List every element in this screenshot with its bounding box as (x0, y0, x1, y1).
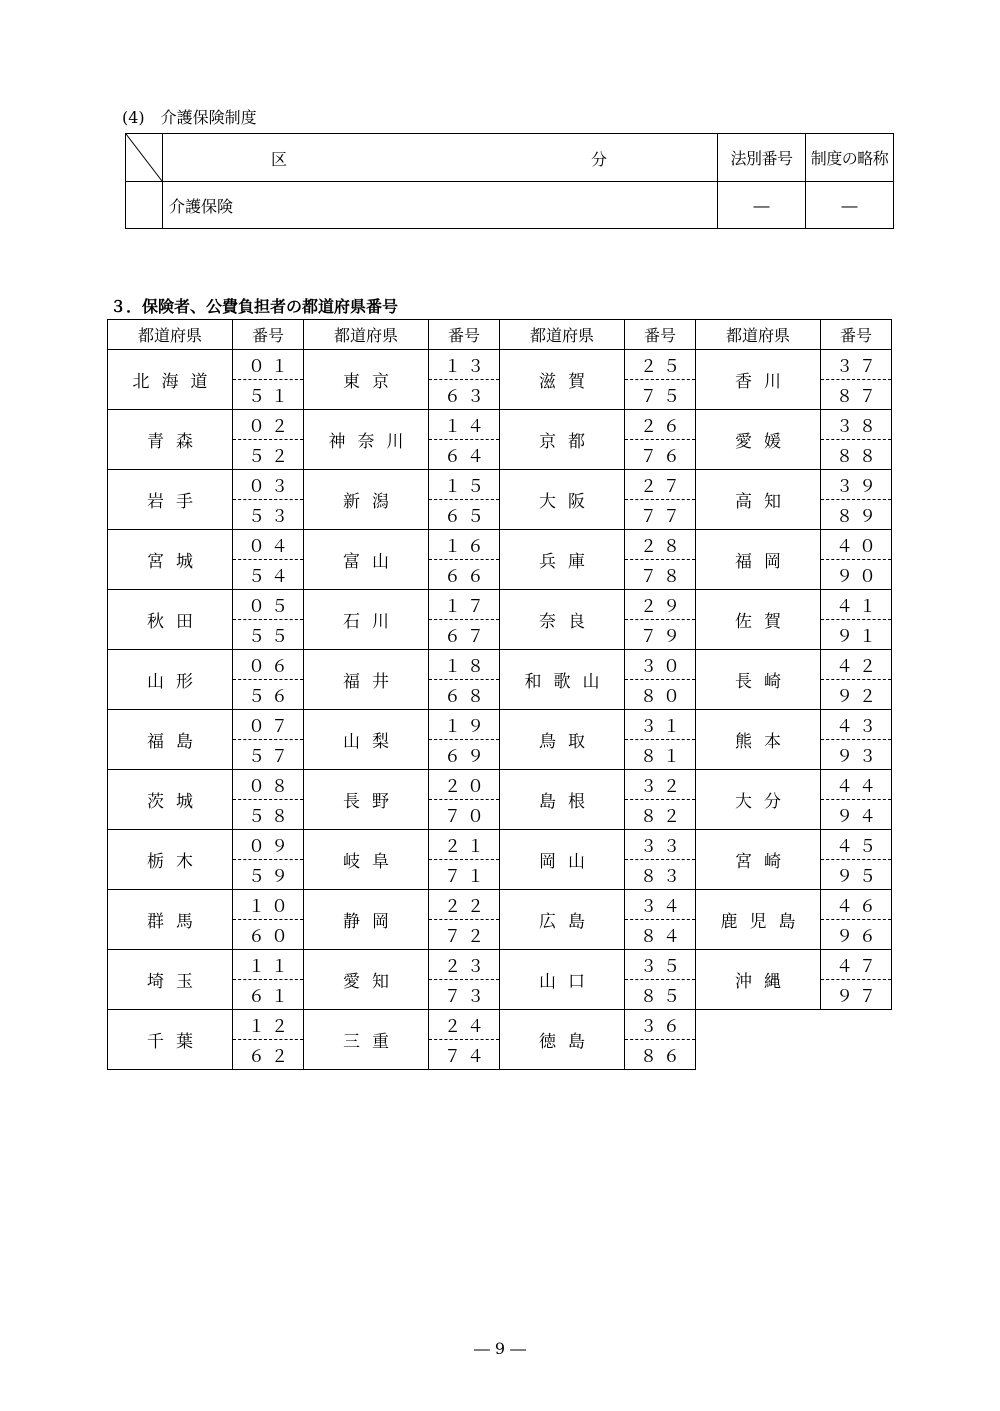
prefecture-number-secondary: ６３ (429, 380, 500, 410)
prefecture-number-secondary: ７８ (625, 560, 696, 590)
prefecture-number-primary: ０９ (233, 830, 304, 860)
prefecture-number-secondary: ５１ (233, 380, 304, 410)
prefecture-number-secondary: ６４ (429, 440, 500, 470)
prefecture-name: 山口 (500, 950, 625, 1010)
table-row (108, 410, 892, 440)
prefecture-number-primary: ４２ (821, 650, 892, 680)
prefecture-name: 愛媛 (696, 410, 821, 470)
kaigo-hoken-name: 介護保険 (163, 182, 718, 229)
kubun-header (163, 134, 718, 182)
kubun-header-right: 分 (591, 150, 608, 169)
table-row (108, 650, 892, 680)
prefecture-number-primary: ３４ (625, 890, 696, 920)
table-row (108, 710, 892, 740)
prefecture-number-secondary: ９２ (821, 680, 892, 710)
header-number: 番号 (821, 320, 892, 350)
prefecture-number-primary: ２８ (625, 530, 696, 560)
table-row (108, 770, 892, 800)
kaigo-houbetsu-value: ― (718, 182, 806, 229)
prefecture-number-primary: ４５ (821, 830, 892, 860)
prefecture-name: 静岡 (304, 890, 429, 950)
blank-cell (126, 182, 163, 229)
prefecture-number-primary: １０ (233, 890, 304, 920)
prefecture-name: 愛知 (304, 950, 429, 1010)
prefecture-number-primary: ４４ (821, 770, 892, 800)
prefecture-number-secondary: ９０ (821, 560, 892, 590)
header-prefecture: 都道府県 (696, 320, 821, 350)
prefecture-number-secondary: ７０ (429, 800, 500, 830)
prefecture-number-primary: ２２ (429, 890, 500, 920)
prefecture-name: 滋賀 (500, 350, 625, 410)
prefecture-number-primary: ２３ (429, 950, 500, 980)
diagonal-corner-cell (126, 134, 163, 182)
prefecture-number-secondary: ５６ (233, 680, 304, 710)
prefecture-name: 千葉 (108, 1010, 233, 1070)
prefecture-number-primary: ２９ (625, 590, 696, 620)
prefecture-name: 三重 (304, 1010, 429, 1070)
prefecture-name: 山梨 (304, 710, 429, 770)
prefecture-number-secondary: ６６ (429, 560, 500, 590)
prefecture-number-primary: ０４ (233, 530, 304, 560)
prefecture-number-secondary: ８３ (625, 860, 696, 890)
prefecture-number-primary: ０１ (233, 350, 304, 380)
prefecture-number-secondary: ８９ (821, 500, 892, 530)
prefecture-name: 群馬 (108, 890, 233, 950)
prefecture-number-primary: ２７ (625, 470, 696, 500)
prefecture-number-secondary: ９５ (821, 860, 892, 890)
prefecture-number-secondary: ７７ (625, 500, 696, 530)
prefecture-name: 北海道 (108, 350, 233, 410)
prefecture-name: 沖縄 (696, 950, 821, 1010)
prefecture-number-secondary: ８５ (625, 980, 696, 1010)
prefecture-name: 石川 (304, 590, 429, 650)
prefecture-name: 鹿児島 (696, 890, 821, 950)
prefecture-number-primary: ３７ (821, 350, 892, 380)
prefecture-number-secondary: ９３ (821, 740, 892, 770)
prefecture-number-secondary: ７５ (625, 380, 696, 410)
prefecture-number-secondary: ９７ (821, 980, 892, 1010)
page-number: ― 9 ― (473, 1339, 527, 1358)
prefecture-name: 長野 (304, 770, 429, 830)
prefecture-number-primary: ４１ (821, 590, 892, 620)
header-prefecture: 都道府県 (500, 320, 625, 350)
prefecture-name: 徳島 (500, 1010, 625, 1070)
prefecture-name: 栃木 (108, 830, 233, 890)
empty-cell (696, 1010, 892, 1070)
prefecture-number-secondary: ６７ (429, 620, 500, 650)
prefecture-number-primary: ３６ (625, 1010, 696, 1040)
prefecture-number-secondary: ５９ (233, 860, 304, 890)
diagonal-line (126, 134, 162, 181)
table-row (108, 350, 892, 380)
prefecture-name: 鳥取 (500, 710, 625, 770)
prefecture-number-secondary: ５４ (233, 560, 304, 590)
prefecture-number-secondary: ５３ (233, 500, 304, 530)
prefecture-number-secondary: ７９ (625, 620, 696, 650)
prefecture-name: 青森 (108, 410, 233, 470)
prefecture-name: 東京 (304, 350, 429, 410)
prefecture-number-primary: ０６ (233, 650, 304, 680)
prefecture-number-primary: １３ (429, 350, 500, 380)
prefecture-number-secondary: ８０ (625, 680, 696, 710)
header-number: 番号 (625, 320, 696, 350)
prefecture-number-secondary: ６１ (233, 980, 304, 1010)
header-prefecture: 都道府県 (108, 320, 233, 350)
prefecture-number-secondary: ６８ (429, 680, 500, 710)
houbetsu-header: 法別番号 (718, 134, 806, 182)
prefecture-name: 大分 (696, 770, 821, 830)
prefecture-name: 福島 (108, 710, 233, 770)
prefecture-number-secondary: ６５ (429, 500, 500, 530)
prefecture-name: 福井 (304, 650, 429, 710)
prefecture-number-primary: ４６ (821, 890, 892, 920)
prefecture-number-primary: ３２ (625, 770, 696, 800)
prefecture-number-secondary: ９４ (821, 800, 892, 830)
prefecture-table-header (108, 320, 892, 350)
table-row (108, 530, 892, 560)
prefecture-name: 熊本 (696, 710, 821, 770)
prefecture-number-secondary: ７４ (429, 1040, 500, 1070)
prefecture-number-primary: ４３ (821, 710, 892, 740)
prefecture-name: 岐阜 (304, 830, 429, 890)
prefecture-number-secondary: ６２ (233, 1040, 304, 1070)
prefecture-name: 和歌山 (500, 650, 625, 710)
prefecture-number-secondary: ８４ (625, 920, 696, 950)
prefecture-name: 佐賀 (696, 590, 821, 650)
prefecture-number-primary: ２０ (429, 770, 500, 800)
prefecture-name: 茨城 (108, 770, 233, 830)
prefecture-name: 岡山 (500, 830, 625, 890)
prefecture-number-secondary: ８８ (821, 440, 892, 470)
prefecture-number-primary: ４７ (821, 950, 892, 980)
header-prefecture: 都道府県 (304, 320, 429, 350)
prefecture-name: 福岡 (696, 530, 821, 590)
prefecture-number-secondary: ７１ (429, 860, 500, 890)
section4-title: (4) 介護保険制度 (122, 108, 257, 127)
prefecture-name: 富山 (304, 530, 429, 590)
section3-title: ３．保険者、公費負担者の都道府県番号 (110, 297, 399, 316)
prefecture-number-secondary: ５７ (233, 740, 304, 770)
prefecture-number-primary: ３３ (625, 830, 696, 860)
prefecture-name: 神奈川 (304, 410, 429, 470)
prefecture-name: 新潟 (304, 470, 429, 530)
prefecture-name: 兵庫 (500, 530, 625, 590)
table-row (126, 182, 894, 229)
prefecture-name: 長崎 (696, 650, 821, 710)
prefecture-number-primary: ２６ (625, 410, 696, 440)
prefecture-number-primary: ０７ (233, 710, 304, 740)
table-row (108, 890, 892, 920)
prefecture-number-primary: ２５ (625, 350, 696, 380)
prefecture-name: 山形 (108, 650, 233, 710)
prefecture-number-primary: ０２ (233, 410, 304, 440)
prefecture-name: 宮崎 (696, 830, 821, 890)
prefecture-name: 高知 (696, 470, 821, 530)
prefecture-number-primary: ３１ (625, 710, 696, 740)
prefecture-number-primary: ３０ (625, 650, 696, 680)
prefecture-name: 埼玉 (108, 950, 233, 1010)
prefecture-number-primary: ０５ (233, 590, 304, 620)
prefecture-name: 京都 (500, 410, 625, 470)
prefecture-number-primary: １７ (429, 590, 500, 620)
ryakusho-header: 制度の略称 (806, 134, 894, 182)
prefecture-number-secondary: ６９ (429, 740, 500, 770)
prefecture-number-secondary: ８６ (625, 1040, 696, 1070)
prefecture-name: 香川 (696, 350, 821, 410)
prefecture-number-secondary: ６０ (233, 920, 304, 950)
prefecture-number-secondary: ９１ (821, 620, 892, 650)
prefecture-name: 秋田 (108, 590, 233, 650)
prefecture-number-primary: １６ (429, 530, 500, 560)
prefecture-number-primary: １５ (429, 470, 500, 500)
table-row (108, 950, 892, 980)
prefecture-number-secondary: ９６ (821, 920, 892, 950)
prefecture-number-primary: ０８ (233, 770, 304, 800)
table-row (108, 830, 892, 860)
care-insurance-table (125, 133, 894, 229)
table-row (108, 470, 892, 500)
prefecture-number-secondary: ７６ (625, 440, 696, 470)
header-number: 番号 (233, 320, 304, 350)
prefecture-name: 大阪 (500, 470, 625, 530)
prefecture-name: 奈良 (500, 590, 625, 650)
prefecture-name: 岩手 (108, 470, 233, 530)
prefecture-number-secondary: ５５ (233, 620, 304, 650)
table-row (108, 1010, 892, 1040)
prefecture-number-secondary: ７２ (429, 920, 500, 950)
prefecture-number-primary: ２１ (429, 830, 500, 860)
header-number: 番号 (429, 320, 500, 350)
kaigo-ryakusho-value: ― (806, 182, 894, 229)
prefecture-number-secondary: ８１ (625, 740, 696, 770)
prefecture-number-secondary: ５８ (233, 800, 304, 830)
prefecture-name: 広島 (500, 890, 625, 950)
kubun-header-left: 区 (271, 150, 288, 169)
prefecture-number-table (107, 319, 892, 1070)
prefecture-name: 宮城 (108, 530, 233, 590)
prefecture-number-primary: １２ (233, 1010, 304, 1040)
prefecture-number-secondary: ８７ (821, 380, 892, 410)
prefecture-number-primary: １１ (233, 950, 304, 980)
prefecture-number-primary: １４ (429, 410, 500, 440)
prefecture-number-primary: １８ (429, 650, 500, 680)
prefecture-number-primary: ３８ (821, 410, 892, 440)
prefecture-number-primary: ２４ (429, 1010, 500, 1040)
prefecture-number-secondary: ８２ (625, 800, 696, 830)
prefecture-number-primary: ３９ (821, 470, 892, 500)
prefecture-number-primary: ０３ (233, 470, 304, 500)
prefecture-name: 島根 (500, 770, 625, 830)
prefecture-number-primary: １９ (429, 710, 500, 740)
prefecture-number-primary: ３５ (625, 950, 696, 980)
prefecture-number-primary: ４０ (821, 530, 892, 560)
prefecture-number-secondary: ５２ (233, 440, 304, 470)
prefecture-number-secondary: ７３ (429, 980, 500, 1010)
table-header-row (126, 134, 894, 182)
table-row (108, 590, 892, 620)
